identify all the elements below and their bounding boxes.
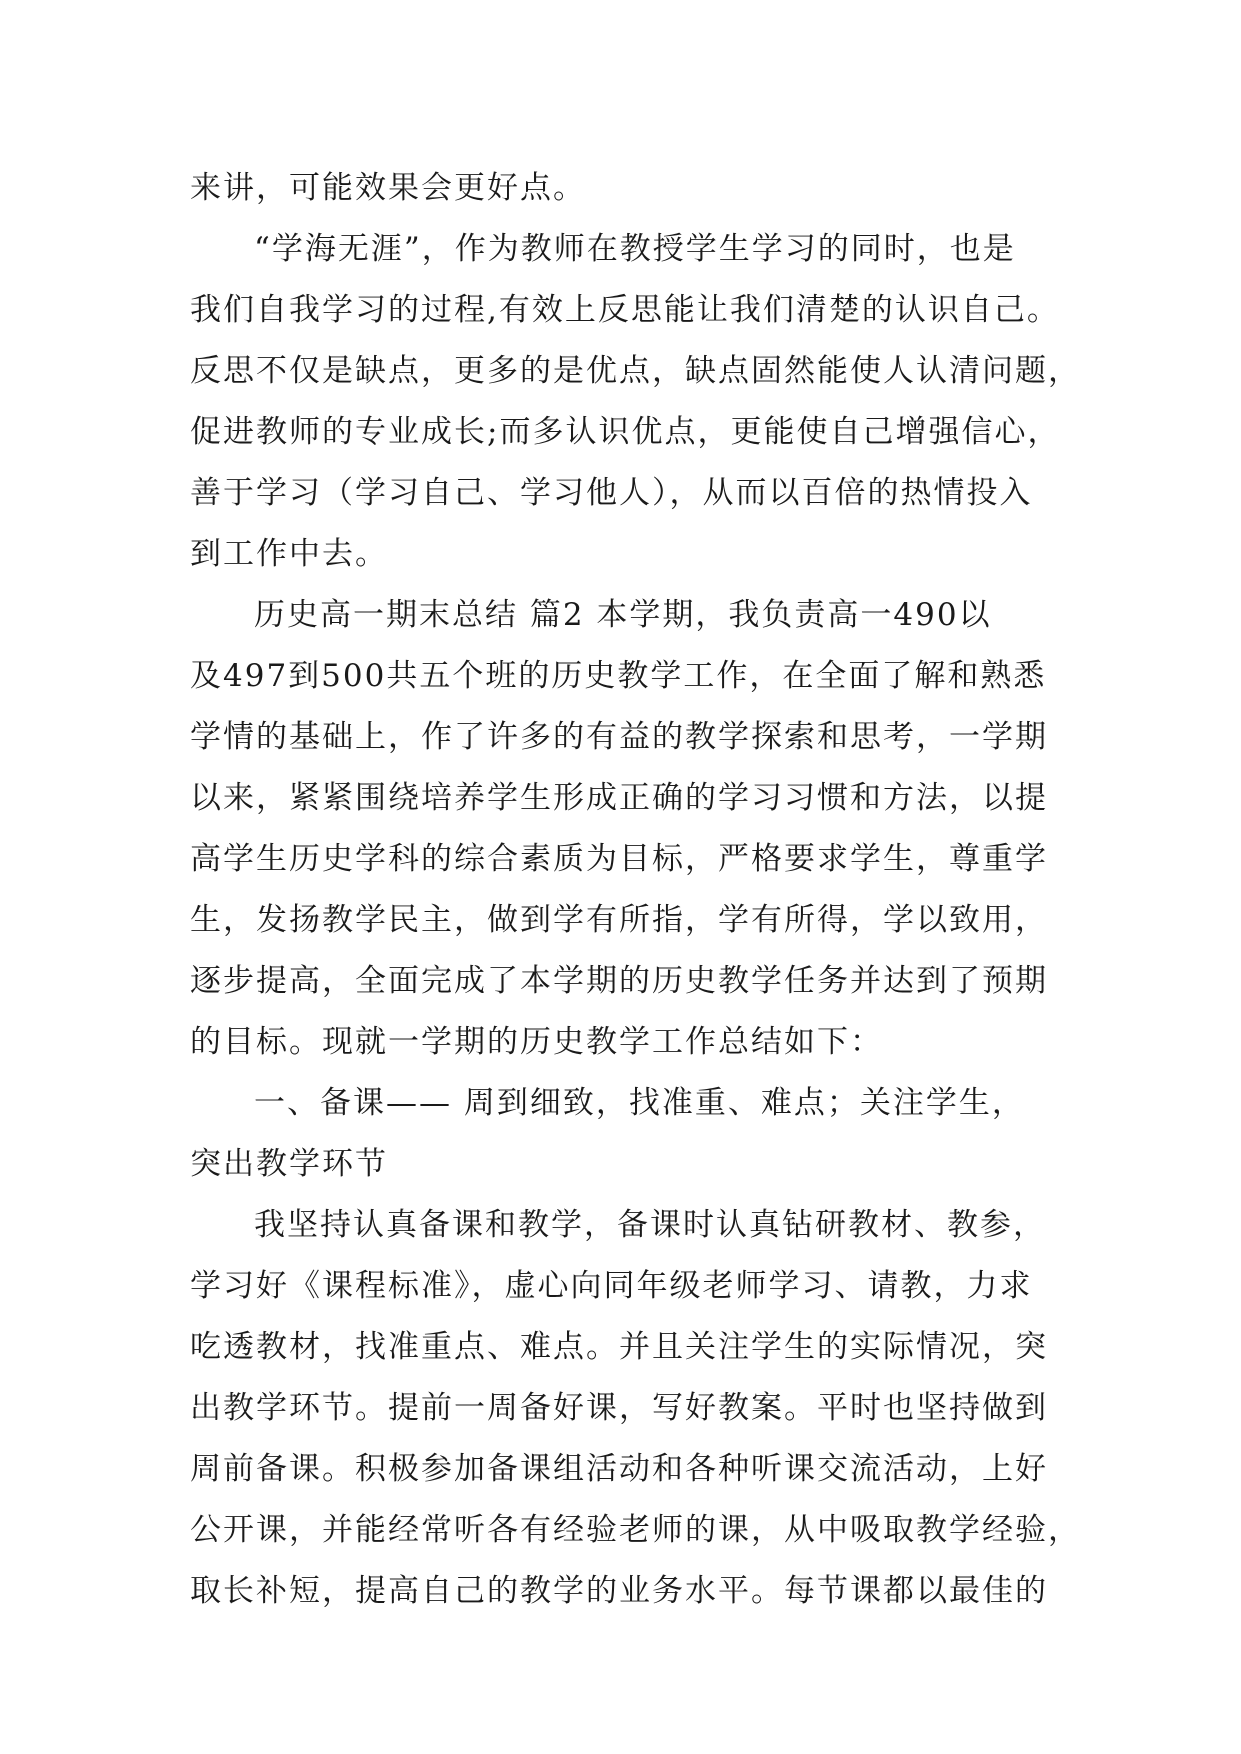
text-line: 学习好《课程标准》，虚心向同年级老师学习、请教，力求 xyxy=(190,1268,1033,1304)
text-line: 历史高一期末总结 篇2 本学期，我负责高一490以 xyxy=(254,597,992,633)
text-line: 学情的基础上，作了许多的有益的教学探索和思考，一学期 xyxy=(190,719,1048,755)
text-line: 反思不仅是缺点，更多的是优点，缺点固然能使人认清问题， xyxy=(190,353,1081,389)
text-line: 吃透教材，找准重点、难点。并且关注学生的实际情况，突 xyxy=(190,1329,1048,1365)
text-line: “学海无涯”，作为教师在教授学生学习的同时，也是 xyxy=(254,231,1016,267)
text-line: 公开课，并能经常听各有经验老师的课，从中吸取教学经验， xyxy=(190,1512,1081,1548)
text-line: 以来，紧紧围绕培养学生形成正确的学习习惯和方法，以提 xyxy=(190,780,1048,816)
body-text xyxy=(190,158,1090,1622)
text-line: 取长补短，提高自己的教学的业务水平。每节课都以最佳的 xyxy=(190,1573,1048,1609)
text-line: 及497到500共五个班的历史教学工作，在全面了解和熟悉 xyxy=(190,658,1047,694)
text-line: 善于学习（学习自己、学习他人），从而以百倍的热情投入 xyxy=(190,475,1033,511)
text-line: 促进教师的专业成长;而多认识优点，更能使自己增强信心， xyxy=(190,414,1061,450)
text-line: 的目标。现就一学期的历史教学工作总结如下： xyxy=(190,1024,883,1060)
text-line: 我们自我学习的过程,有效上反思能让我们清楚的认识自己。 xyxy=(190,292,1060,328)
text-line: 突出教学环节 xyxy=(190,1146,388,1182)
text-line: 高学生历史学科的综合素质为目标，严格要求学生，尊重学 xyxy=(190,841,1048,877)
text-line: 周前备课。积极参加备课组活动和各种听课交流活动，上好 xyxy=(190,1451,1048,1487)
text-line: 我坚持认真备课和教学，备课时认真钻研教材、教参， xyxy=(254,1207,1046,1243)
text-line: 逐步提高，全面完成了本学期的历史教学任务并达到了预期 xyxy=(190,963,1048,999)
text-line: 来讲，可能效果会更好点。 xyxy=(190,170,586,206)
text-line: 生，发扬教学民主，做到学有所指，学有所得，学以致用， xyxy=(190,902,1048,938)
text-line: 出教学环节。提前一周备好课，写好教案。平时也坚持做到 xyxy=(190,1390,1048,1426)
text-line: 一、备课—— 周到细致，找准重、难点；关注学生， xyxy=(254,1085,1025,1121)
text-line: 到工作中去。 xyxy=(190,536,388,572)
